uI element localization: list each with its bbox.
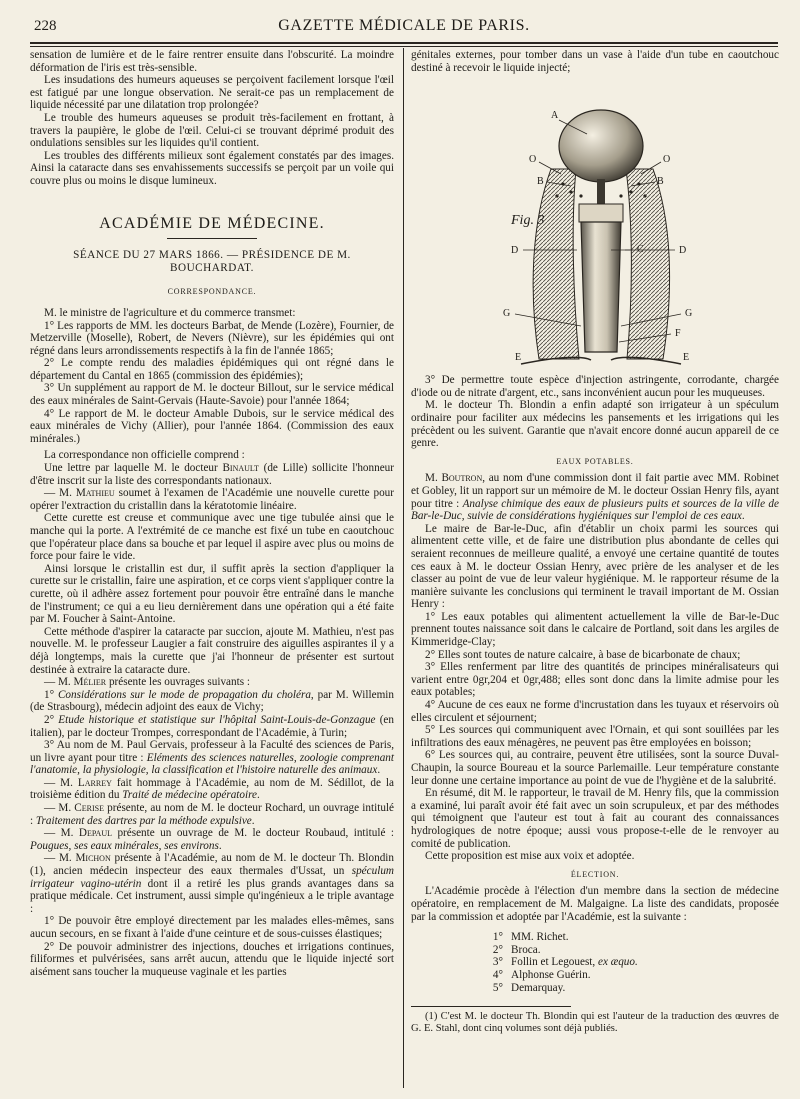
figure-label: O bbox=[663, 154, 671, 166]
seance-heading: SÉANCE DU 27 MARS 1866. — PRÉSIDENCE DE M. BOUCHARDAT. bbox=[73, 249, 351, 274]
list-item: 5° Demarquay. bbox=[492, 981, 566, 994]
paragraph: 3° Au nom de M. Paul Gervais, professeur à la Faculté des sciences de Paris, un livre ayant pour titre : Eléments des sciences naturelles, zoologie comprenant l'anatomie, la physiologie, la classification et l'histoire naturelle des animaux. bbox=[30, 739, 394, 777]
paragraph: 6° Les sources qui, au contraire, peuvent être utilisées, sont la source Duval-Chaupin, la source Boureau et la source Parlemaille. Leur température constante leur donne une certaine importance au point de vue de l'hygiène et de la salubrité. bbox=[411, 749, 779, 787]
paragraph: génitales externes, pour tomber dans un vase à l'aide d'un tube en caoutchouc destiné à recevoir le liquide injecté; bbox=[411, 49, 779, 74]
person-name: Depaul bbox=[78, 827, 112, 840]
paragraph: 1° De pouvoir être employé directement par les malades elles-mêmes, sans aucun secours, en se fixant à l'aide d'une ceinture et de sous-cuisses élastiques; bbox=[30, 915, 394, 940]
paragraph: 1° Les rapports de MM. les docteurs Barbat, de Mende (Lozère), Fournier, de Metzerville (Moselle), Robert, de Nevers (Nièvre), sur les épidémies qui ont régné dans leurs arrondissements respectifs à la fin de l'année 1865; bbox=[30, 319, 394, 357]
paragraph: — M. Depaul présente un ouvrage de M. le docteur Roubaud, intitulé : Pougues, ses eaux minérales, ses environs. bbox=[30, 827, 394, 852]
book-title: Traité de médecine opératoire bbox=[122, 789, 258, 802]
paragraph: Une lettre par laquelle M. le docteur Binault (de Lille) sollicite l'honneur d'être inscrit sur la liste des correspondants nationaux. bbox=[30, 462, 394, 487]
page-header bbox=[30, 14, 778, 40]
person-name: Mathieu bbox=[75, 487, 115, 500]
figure-label: E bbox=[515, 352, 522, 364]
speculum-illustration bbox=[411, 74, 779, 368]
list-item: 1° MM. Richet. bbox=[492, 931, 569, 944]
speculum-tube bbox=[581, 222, 621, 352]
figure-speculum bbox=[411, 74, 779, 368]
paragraph: 4° Le rapport de M. le docteur Amable Dubois, sur le service médical des eaux minérales de Vichy (Allier), pour l'année 1864. (Commission des eaux minérales.) bbox=[30, 407, 394, 445]
paragraph: M. Boutron, au nom d'une commission dont il fait partie avec MM. Robinet et Gobley, lit un rapport sur un mémoire de M. le docteur Ossian Henry fils, ayant pour titre : Analyse chimique des eaux de plusieurs puits et sources de la ville de Bar-le-Duc, suivie de considérations hygiéniques sur l'emploi de ces eaux. bbox=[411, 472, 779, 523]
left-column bbox=[30, 49, 394, 978]
report-title: Analyse chimique des eaux de plusieurs puits et sources de la ville de Bar-le-Duc, suivie de considérations hygiéniques sur l'emploi de ces eaux bbox=[411, 497, 779, 523]
paragraph: 3° De permettre toute espèce d'injection astringente, corrodante, chargée d'iode ou de nitrate d'argent, etc., sans inconvénient aucun pour les muqueuses. bbox=[411, 374, 779, 399]
book-title: Pougues, ses eaux minérales, ses environs bbox=[30, 839, 219, 852]
book-title: Considérations sur le mode de propagation du choléra bbox=[57, 688, 311, 701]
list-item: 2° Broca. bbox=[492, 943, 541, 956]
collar bbox=[579, 204, 623, 222]
person-name: Mélier bbox=[73, 676, 107, 689]
list-item: 4° Alphonse Guérin. bbox=[492, 968, 591, 981]
paragraph: Cette curette est creuse et communique avec une tige tubulée ainsi que le manche qui la porte. A l'extrémité de ce manche est fixé un tube en caoutchouc que l'opérateur place dans sa bouche et par lequel il aspire avec plus ou moins de force pour faire le vide. bbox=[30, 512, 394, 563]
person-name: Michon bbox=[75, 852, 111, 865]
figure-label: A bbox=[551, 110, 559, 122]
paragraph: 4° Aucune de ces eaux ne forme d'incrustation dans les tuyaux et réservoirs où elles circulent et séjournent; bbox=[411, 699, 779, 724]
eaux-potables-heading: EAUX POTABLES. bbox=[556, 456, 634, 466]
paragraph: — M. Cerise présente, au nom de M. le docteur Rochard, un ouvrage intitulé : Traitement des dartres par la méthode expulsive. bbox=[30, 802, 394, 827]
section-title-academie: ACADÉMIE DE MÉDECINE. bbox=[99, 214, 325, 232]
book-title: Traitement des dartres par la méthode expulsive bbox=[35, 814, 252, 827]
tissue-right bbox=[626, 169, 670, 359]
figure-label: B bbox=[657, 176, 664, 188]
person-name: Boutron bbox=[441, 472, 483, 485]
paragraph: La correspondance non officielle comprend : bbox=[44, 449, 245, 462]
person-name: Binault bbox=[222, 462, 259, 475]
paragraph: 3° Elles renferment par litre des quantités de principes minéralisateurs qui varient entre 0gr,204 et 0gr,488; elles sont donc dans la limite admise pour les eaux potables; bbox=[411, 661, 779, 699]
paragraph: M. le docteur Th. Blondin a enfin adapté son irrigateur à un spéculum ordinaire pour faciliter aux médecins les pansements et les irrigations qui les précèdent ou les suivent. Garantie que n'avait encore donné aucun appareil de ce genre. bbox=[411, 399, 779, 450]
book-title: Etude historique et statistique sur l'hôpital Saint-Louis-de-Gonzague bbox=[58, 713, 376, 726]
paragraph: Ainsi lorsque le cristallin est dur, il suffit après la section d'appliquer la curette sur le cristallin, faire une aspiration, et ce corps vient s'appliquer contre la curette, où il adhère assez fortement pour pouvoir être entraîné dans le manche de l'instrument; ce qui a eu lieu dernièrement dans une opération qui a été faite par M. Foucher à Saint-Antoine. bbox=[30, 562, 394, 626]
section-rule bbox=[167, 238, 257, 239]
paragraph: 3° Un supplément au rapport de M. le docteur Billout, sur le service médical des eaux minérales de Saint-Gervais (Haute-Savoie) pour l'année 1864; bbox=[30, 382, 394, 408]
paragraph: Les insudations des humeurs aqueuses se perçoivent facilement lorsque l'œil est fatigué par une longue observation. Ne serait-ce pas un remplacement de liquide nécessité par une dilatation trop prolongée? bbox=[30, 74, 394, 112]
figure-label: O bbox=[529, 154, 537, 166]
election-heading: ÉLECTION. bbox=[570, 869, 620, 879]
candidate-list bbox=[481, 931, 779, 994]
bulb bbox=[559, 110, 643, 182]
paragraph: 2° Elles sont toutes de nature calcaire, à base de bicarbonate de chaux; bbox=[425, 648, 741, 661]
paragraph: Les troubles des différents milieux sont également constatés par des images. Ainsi la cataracte dans ses envahissements successifs se perçoit par un voile qui couvre plus ou moins le disque lumineux. bbox=[30, 149, 394, 187]
book-title: Eléments des sciences naturelles, zoologie comprenant l'anatomie, la physiologie, la classification et l'histoire naturelle des animaux bbox=[30, 751, 394, 777]
list-item: 3° Follin et Legouest, ex æquo. bbox=[492, 956, 638, 969]
nozzle bbox=[597, 179, 605, 205]
paragraph: En résumé, dit M. le rapporteur, le travail de M. Henry fils, que la commission a examiné, lui paraît avoir été fait avec un soin scrupuleux, et par des méthodes qui témoignent que l'auteur est tout à fait au courant des connaissances hydrologiques de notre époque; aussi vous propose-t-elle de le renvoyer au comité de publication. bbox=[411, 787, 779, 850]
figure-label: D bbox=[511, 245, 519, 257]
figure-label: F bbox=[675, 328, 681, 340]
paragraph: Cette méthode d'aspirer la cataracte par succion, ajoute M. Mathieu, n'est pas nouvelle. M. le professeur Laugier a fait construire des aiguilles aspirantes il y a déjà longtemps, mais la curette que j'ai l'honneur de présenter est surtout destinée à extraire la cataracte dure. bbox=[30, 625, 394, 676]
figure-label: G bbox=[503, 308, 511, 320]
paragraph: — M. Larrey fait hommage à l'Académie, au nom de M. Sédillot, de la troisième édition du Traité de médecine opératoire. bbox=[30, 776, 395, 802]
paragraph: Cette proposition est mise aux voix et adoptée. bbox=[425, 850, 635, 863]
paragraph: sensation de lumière et de le faire rentrer ensuite dans l'obscurité. La moindre déformation de l'iris est très-sensible. bbox=[30, 49, 394, 74]
page-number: 228 bbox=[34, 18, 57, 34]
person-name: Larrey bbox=[77, 776, 112, 789]
paragraph: Le trouble des humeurs aqueuses se produit très-facilement en frottant, à travers la paupière, le globe de l'œil. Celui-ci se trouvant déprimé produit des ondulations sensibles sur les liquides qu'il contient. bbox=[30, 111, 394, 150]
paragraph: 2° Le compte rendu des maladies épidémiques qui ont régné dans le département du Cantal en 1865 (commission des épidémies); bbox=[30, 357, 394, 382]
person-name: Cerise bbox=[74, 802, 104, 815]
right-column bbox=[411, 49, 779, 1035]
paragraph: 1° Considérations sur le mode de propagation du choléra, par M. Willemin (de Strasbourg), médecin adjoint des eaux de Vichy; bbox=[30, 688, 394, 714]
figure-label: E bbox=[683, 352, 690, 364]
paragraph: — M. Mathieu soumet à l'examen de l'Académie une nouvelle curette pour opérer l'extraction du cristallin dans la kératotomie linéaire. bbox=[30, 487, 394, 512]
figure-caption: Fig. 3 bbox=[511, 213, 545, 229]
paragraph: M. le ministre de l'agriculture et du commerce transmet: bbox=[44, 306, 296, 319]
paragraph: — M. Michon présente à l'Académie, au nom de M. le docteur Th. Blondin (1), ancien médecin inspecteur des eaux thermales d'Ussat, un spéculum irrigateur vagino-utérin dont il a retiré les plus grands avantages dans sa pratique médicale. Cet instrument, aussi simple qu'ingénieux a le triple avantage : bbox=[30, 852, 395, 915]
figure-label: B bbox=[537, 176, 544, 188]
correspondance-heading: CORRESPONDANCE. bbox=[167, 287, 257, 297]
paragraph: — M. Mélier présente les ouvrages suivants : bbox=[44, 676, 250, 689]
footnote: (1) C'est M. le docteur Th. Blondin qui est l'auteur de la traduction des œuvres de G. E. Stahl, dont cinq volumes sont déjà publiés. bbox=[411, 1011, 779, 1035]
paragraph: 2° Etude historique et statistique sur l'hôpital Saint-Louis-de-Gonzague (en italien), par le docteur Trompes, correspondant de l'Académie, à Turin; bbox=[30, 713, 394, 739]
figure-label: D bbox=[679, 245, 687, 257]
header-rule bbox=[30, 42, 778, 47]
paragraph: L'Académie procède à l'élection d'un membre dans la section de médecine opératoire, en remplacement de M. Malgaigne. La liste des candidats, proposée par la commission et adoptée par l'Académie, est la suivante : bbox=[411, 885, 779, 923]
instrument-name: spéculum irrigateur vagino-utérin bbox=[30, 865, 394, 890]
paragraph: Le maire de Bar-le-Duc, afin d'établir un choix parmi les sources qui alimentent cette ville, et de faire une distribution plus abondante de celles qui seraient reconnues de meilleure qualité, a envoyé une certaine quantité de toutes ces eaux à M. le docteur Ossian Henry, avec prière de les analyser et de les classer au point de vue de leur valeur hygiénique. M. le rapporteur résume de la manière suivante les conclusions qui terminent le travail important de M. Ossian Henry : bbox=[411, 522, 779, 611]
paragraph: 1° Les eaux potables qui alimentent actuellement la ville de Bar-le-Duc prennent toutes naissance soit dans le calcaire de Portland, soit dans les argiles de Kimmeridge-Clay; bbox=[411, 610, 779, 649]
column-divider bbox=[403, 48, 404, 1088]
figure-label: C bbox=[637, 244, 644, 256]
tissue-left bbox=[533, 169, 579, 359]
footnote-rule bbox=[411, 1006, 571, 1007]
figure-label: G bbox=[685, 308, 693, 320]
journal-title: GAZETTE MÉDICALE DE PARIS. bbox=[278, 17, 530, 34]
paragraph: 5° Les sources qui communiquent avec l'Ornain, et qui sont souillées par les infiltrations des eaux ménagères, ne peuvent pas être employées en boisson; bbox=[411, 724, 779, 749]
paragraph: 2° De pouvoir administrer des injections, douches et irrigations continues, filiformes et pulvérisées, sans arrêt aucun, attendu que le liquide injecté sort aisément sans toucher la muqueuse vaginale et les parties bbox=[30, 940, 394, 978]
